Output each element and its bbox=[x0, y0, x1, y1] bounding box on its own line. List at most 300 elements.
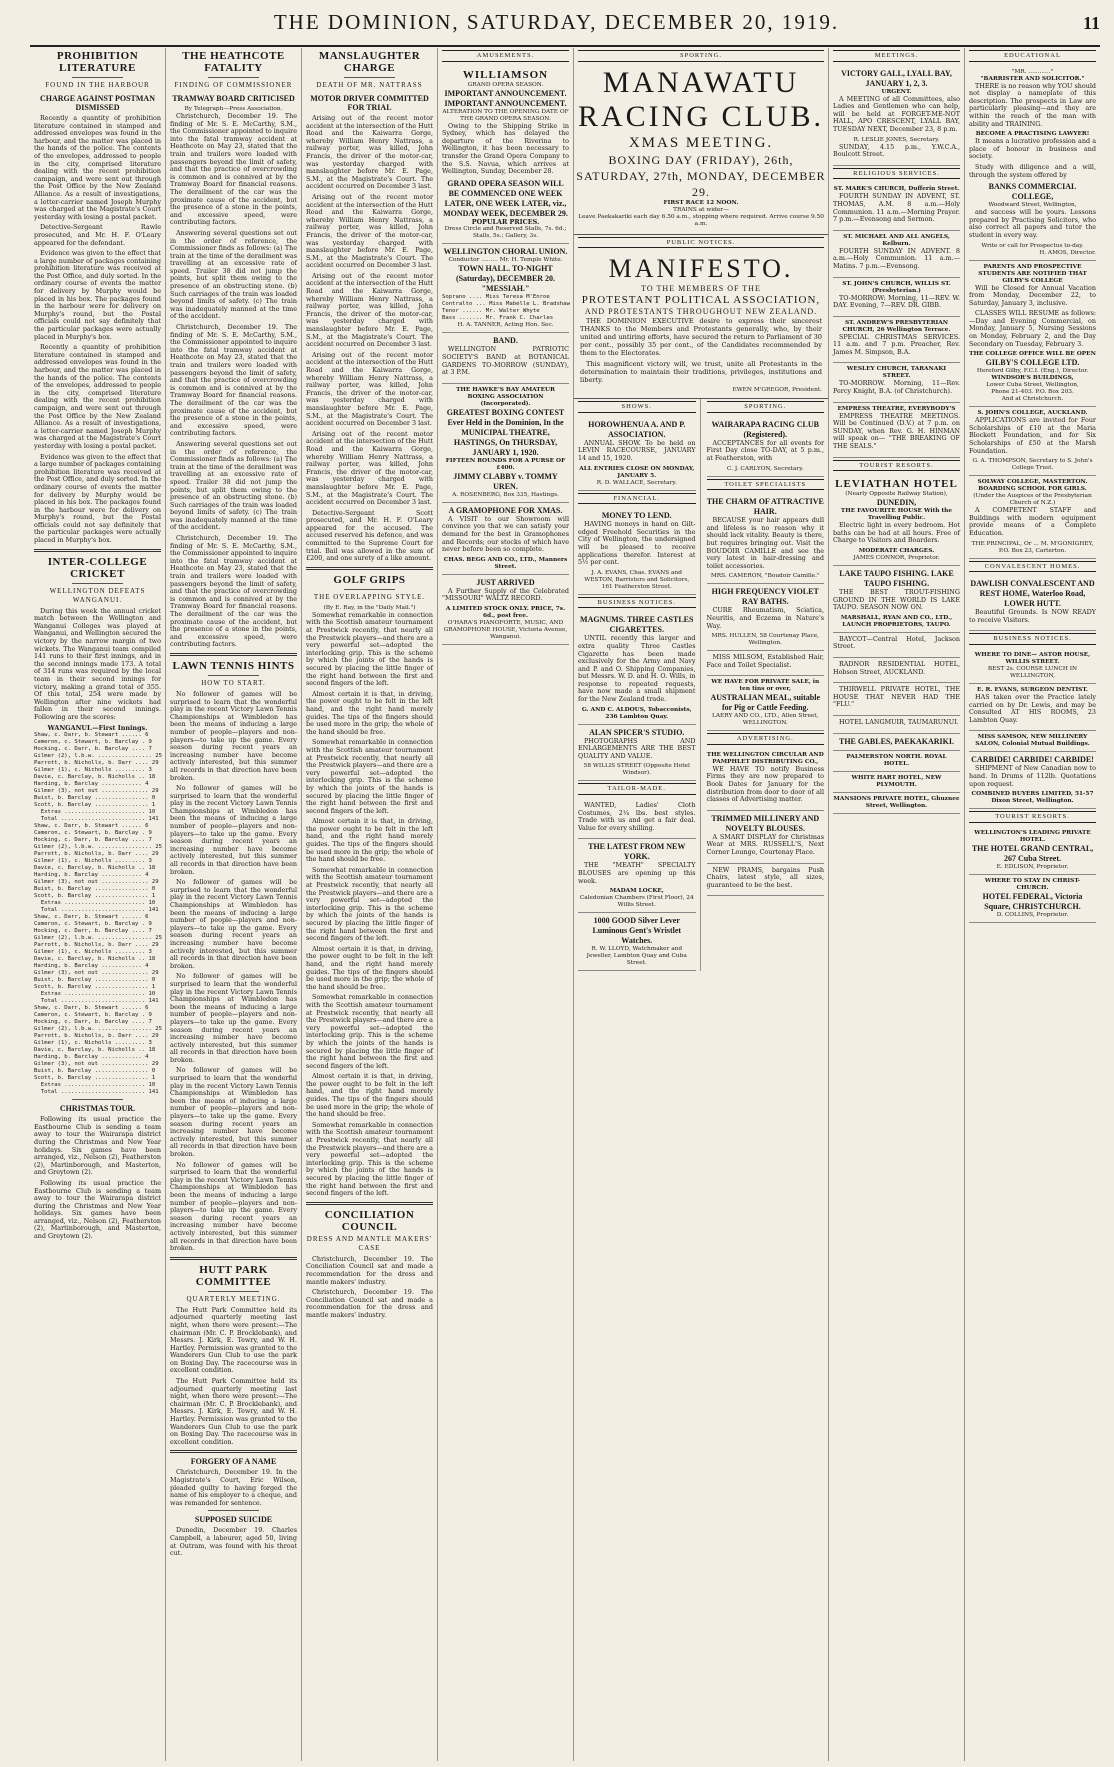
ad-text: R. W. LLOYD, Watchmaker and Jeweller, Lambton Quay and Cuba Street. bbox=[586, 946, 687, 967]
ad-title: WELLINGTON'S LEADING PRIVATE HOTEL. bbox=[974, 829, 1091, 843]
manifesto-sub: AND PROTESTANTS THROUGHOUT NEW ZEALAND. bbox=[584, 307, 818, 317]
article-text: Arising out of the recent motor accident at the intersection of the Hutt Road and the Kaiwarra Gorge, whereby William Henry Nattrass, a railway porter, was killed, John Francis, the driver of the motor-car, was yesterday charged with manslaughter before Mr. E. Page, S.M., at the Magistrate's Court. The accident occurred on December 3 last. bbox=[306, 429, 433, 507]
ad-text: THE "MEATH" SPECIALTY BLOUSES are opening up this week. bbox=[578, 861, 696, 885]
ad-text: THE BEST TROUT-FISHING GROUND IN THE WORLD IS LAKE TAUPO. SEASON NOW ON. bbox=[833, 588, 960, 612]
ad-title: PARENTS AND PROSPECTIVE STUDENTS ARE NOTIFIED THAT GILBY'S COLLEGE bbox=[978, 263, 1087, 284]
ad-text: SPECIAL CHRISTMAS SERVICES. 11 a.m. and 7 p.m. Preacher, Rev. James M. Simpson, B.A. bbox=[833, 332, 960, 356]
ad-radnor bbox=[833, 658, 960, 683]
article-text: Following its usual practice the Eastbourne Club is sending a team away to tour the Wairarapa district during the Christmas and New Year holidays. Six games have been arranged, viz., Nelson (2), Featherston (2), Martinborough, and Masterton, and Greytown (2). bbox=[34, 1178, 161, 1241]
ad-manawatu-racing bbox=[574, 62, 828, 235]
article-text: Arising out of the recent motor accident at the intersection of the Hutt Road and the Kaiwarra Gorge, whereby William Henry Nattrass, a railway porter, was killed, John Francis, the driver of the motor-car, was yesterday charged with manslaughter before Mr. E. Page, S.M., at the Magistrate's Court. The accident occurred on December 3 last. bbox=[306, 192, 433, 270]
article-text: The Hutt Park Committee held its adjourned quarterly meeting last night, when there were present:—The chairman (Mr. C. P. Brocklebank), and Messrs. J. Kirk, E. Tewry, and W. H. Hartley. Permission was granted to the Wanderers Gun Club to use the park on Boxing Day. The racecourse was in excellent condition. bbox=[170, 1377, 297, 1446]
section-toilet: TOILET SPECIALISTS bbox=[707, 479, 825, 491]
article-text: No follower of games will be surprised to learn that the wonderful play in the recent Victory Lawn Tennis Championships at Wimbledon has been the means of inducing a large number of people—players and non-players—to take up the game. Every season during recent years an increasing number have become actively interested, but this summer all records in that direction have been broken. bbox=[170, 1160, 297, 1253]
section-tourist: TOURIST RESORTS. bbox=[833, 460, 960, 472]
ad-title: THE LATEST FROM NEW YORK. bbox=[588, 842, 686, 862]
ad-text: A COMPETENT STAFF and Buildings with modern equipment provide means of a Complete Education. bbox=[969, 506, 1096, 537]
manifesto-signature: EWEN M'GREGOR, President. bbox=[732, 387, 822, 394]
ad-arrived bbox=[442, 575, 569, 645]
ad-text: WELLINGTON PATRIOTIC SOCIETY'S BAND at BOTANICAL GARDENS TO-MORROW (SUNDAY), at 3 P.M. bbox=[442, 345, 569, 377]
ad-title: CARBIDE! CARBIDE! CARBIDE! bbox=[971, 755, 1094, 765]
ad-text: THE HOTEL GRAND CENTRAL, 267 Cuba Street. bbox=[971, 843, 1094, 863]
article-text: Answering several questions set out in the order of reference, the Commissioner finds as follows: (a) The train at the time of the derailment was travelling at an excessive rate of speed. Trailer 38 did not jump the points, but split them owing to the presence of an obstructing stone. (b) Such carriages of the train was loaded beyond limits of safety. (c) The train was inadequately manned at the time of the accident. bbox=[170, 439, 297, 532]
dateline: By Telegraph—Press Association. bbox=[184, 106, 283, 112]
ad-title: THE GABLES, PAEKAKARIKI. bbox=[839, 736, 954, 746]
golf-byline: (By E. Ray, in the "Daily Mail.") bbox=[323, 604, 416, 611]
ad-st-john bbox=[833, 278, 960, 317]
ad-gilby bbox=[969, 261, 1096, 408]
ad-title: WHERE TO STAY IN CHRIST-CHURCH. bbox=[984, 877, 1081, 891]
ad-text: Caledonian Chambers (First Floor), 24 Willis Street. bbox=[579, 895, 694, 909]
ad-text: THERE is no reason why YOU should not display a nameplate of this description. The prospects in Law are particularly pleasing—and they are within the reach of the man with ability and TRAINING. bbox=[969, 81, 1096, 128]
score-table: Shaw, c. Darr, b. Stewart ...... 6 Cameron, c. Stewart, b. Barclay . 9 Hocking, c. Darr, b. Barclay .... 7 Gilmer (2), l.b.w. ................ 25 Parrott, b. Nicholls, b. Darr .... 29 Gilmer (1), c. Nicholls ......... 3 Davie, c. Barclay, b. Nicholls .. 18 Harding, b. Barclay ............ 4 Gilmer (3), not out .............. 29 Buist, b. Barclay ................ 0 Scott, b. Barclay ................ 1 Extras ........................ 10 Total ......................... 141 bbox=[34, 823, 162, 914]
ad-text: Electric light in every bedroom. Hot baths can be had at all hours. Free of Charge to Visitors and Boarders. bbox=[833, 521, 960, 545]
ad-title: TRIMMED MILLINERY AND NOVELTY BLOUSES. bbox=[711, 813, 820, 833]
ad-text: E. EDLISON, Proprietor. bbox=[996, 863, 1069, 870]
column-7 bbox=[829, 48, 965, 1761]
ad-wairarapa bbox=[707, 417, 825, 477]
column-3 bbox=[302, 48, 438, 1761]
ad-title: MAGNUMS. THREE CASTLES CIGARETTES. bbox=[580, 615, 694, 635]
ad-mansions bbox=[833, 793, 960, 814]
ad-text: Lower Cuba Street, Wellington, bbox=[986, 382, 1079, 389]
ad-text: A VISIT to our Showroom will convince you that we can satisfy your demand for the best in Gramophones and Records; our stocks of which have never before been so complete. bbox=[442, 514, 569, 554]
ad-text: Hereford Gilby, F.C.I. (Eng.), Director. bbox=[976, 368, 1089, 375]
ad-astor bbox=[969, 649, 1096, 684]
article-text: Recently a quantity of prohibition literature contained in stamped and addressed envelopes was found in the harbour, and the matter was placed in the hands of the police. The contents of the envelopes, addressed to people in the city, comprised literature dealing with the recent prohibition campaign, and were sent out through the Post Office by the New Zealand Alliance. As a result of investigations, a letter-carrier named Joseph Murphy was charged at the Magistrate's Court yesterday with losing a postal packet. bbox=[34, 343, 161, 450]
ad-st-andrew bbox=[833, 317, 960, 364]
ad-text: Soprano .... Miss Teresa M'Enroe Contralto ... Miss Mabelle L. Bradshaw Tenor ...... Mr. Walter Whyte Bass ....... Mr. Frank C. Charles bbox=[442, 294, 570, 322]
ad-text: DUNEDIN, bbox=[876, 498, 917, 508]
ad-text: (Nearly Opposite Railway Station), bbox=[845, 491, 948, 498]
ad-title: THE WELLINGTON CIRCULAR AND PAMPHLET DISTRIBUTING CO., bbox=[706, 751, 824, 765]
ad-title: ST. ANDREW'S PRESBYTERIAN CHURCH, 26 Wellington Terrace. bbox=[842, 319, 951, 333]
ad-text: R. D. WALLACE, Secretary. bbox=[596, 479, 677, 486]
ad-banks-college bbox=[969, 66, 1096, 261]
subhead-tennis: HOW TO START. bbox=[201, 678, 266, 687]
masthead-title: THE DOMINION, SATURDAY, DECEMBER 20, 1919. bbox=[273, 10, 840, 34]
ad-carbide bbox=[969, 752, 1096, 809]
manifesto-body: THE DOMINION EXECUTIVE desire to express their sincerest THANKS to the Members and Protestants generally, who, by their united and untiring efforts, have secured the return to Parliament of 30 per cent., possibly 35 per cent., of the Candidates recommended by them to the Electorates. bbox=[580, 317, 822, 358]
ad-text: G. AND C. ALDOUS, Tobacconists, 236 Lambton Quay. bbox=[581, 706, 692, 720]
ad-title: THE HAWKE'S BAY AMATEUR BOXING ASSOCIATION (Incorporated). bbox=[456, 386, 555, 407]
section-business: BUSINESS NOTICES. bbox=[578, 597, 696, 609]
ad-text: COMBINED BUYERS LIMITED, 51-57 Dixon Street, Wellington. bbox=[971, 791, 1094, 805]
article-text: Arising out of the recent motor accident at the intersection of the Hutt Road and the Kaiwarra Gorge, whereby William Henry Nattrass, a railway porter, was killed, John Francis, the driver of the motor-car, was yesterday charged with manslaughter before Mr. E. Page, S.M., at the Magistrate's Court. The accident occurred on December 3 last. bbox=[306, 114, 433, 191]
racing-sub: XMAS MEETING. bbox=[628, 134, 774, 151]
ad-text: JIMMY CLABBY v. TOMMY UREN. bbox=[453, 471, 558, 491]
ad-text: Write or call for Prospectus to-day. bbox=[981, 242, 1084, 249]
ad-title: BAND. bbox=[493, 336, 518, 346]
ad-magnums bbox=[578, 612, 696, 724]
ad-text: (Under the Auspices of the Presbyterian Church of N.Z.) bbox=[973, 493, 1092, 507]
ad-band bbox=[442, 333, 569, 383]
ad-text: O'HARA'S PIANOFORTE, MUSIC, AND GRAMOPHONE HOUSE, Victoria Avenue, Wanganui. bbox=[443, 619, 568, 640]
ad-text: AUSTRALIAN MEAL, suitable for Pig or Cattle Feeding. bbox=[710, 693, 821, 713]
racing-first: FIRST RACE 12 NOON. bbox=[663, 199, 739, 206]
article-text: Somewhat remarkable in connection with the Scottish amateur tournament at Prestwick recently, that nearly all the Prestwick players—and there are a very powerful set—adopted the interlocking grip. This is the scheme by which the joints of the hands is secured by placing the little finger of the right hand between the first and second fingers of the left. bbox=[306, 993, 433, 1070]
ad-subtitle: GRAND OPERA SEASON. bbox=[467, 81, 544, 88]
ad-federal bbox=[969, 875, 1096, 923]
headline-heathcote: THE HEATHCOTE FATALITY bbox=[182, 50, 285, 74]
ad-text: LAERY AND CO., LTD., Allen Street, WELLINGTON. bbox=[712, 713, 819, 727]
headline-forgery: FORGERY OF A NAME bbox=[190, 1457, 277, 1467]
column-5 bbox=[578, 399, 701, 971]
ad-text: Owing to the Shipping Strike in Sydney, which has delayed the departure of the Riverina to Wellington, it has been necessary to transfer the Grand Opera Company to the S.S. Navua, which arrives at Wellington, Sunday, December 28. bbox=[442, 121, 569, 176]
ad-boxing bbox=[442, 384, 569, 503]
ad-text: TOWN HALL. TO-NIGHT (Saturday), DECEMBER 20. "MESSIAH." bbox=[455, 264, 556, 294]
section-tailor: TAILOR-MADE. bbox=[578, 783, 696, 795]
ad-text: URGENT. bbox=[881, 88, 912, 95]
article-text: During this week the annual cricket match between the Wellington and Wanganui Colleges was played at Wanganui, and Wellington secured the victory by the narrow margin of two wickets. The Wanganui team compiled 141 runs to their first innings, and in the second innings made 173. A total of 314 runs was required by the local team in their second innings for victory, making a grand total of 355. Of this total, 254 were made by Wellington after nine wickets had fallen in their second innings. Following are the scores: bbox=[34, 606, 161, 721]
ad-title: MANSIONS PRIVATE HOTEL, Ghuznee Street, Wellington. bbox=[833, 795, 960, 809]
article-text: Christchurch, December 19. The finding of Mr. S. E. McCarthy, S.M., the Commissioner appointed to inquire into the fatal tramway accident at Heathcote on May 23, stated that the train and trailers were loaded with passengers beyond the limit of safety, and that the practice of overcrowding is common and is connived at by the Tramway Board for financial reasons. The derailment of the car was the proximate cause of the accident, but the presence of a stone in the points, and excessive speed, were contributing factors. bbox=[170, 534, 297, 649]
ad-st-mark bbox=[833, 183, 960, 230]
columns bbox=[30, 48, 1100, 1761]
ad-title: EMPRESS THEATRE, EVERYBODY'S bbox=[837, 405, 956, 412]
ad-alan-spicer bbox=[578, 725, 696, 782]
section-tourist-2: TOURIST RESORTS. bbox=[969, 811, 1096, 823]
section-sporting-2: SPORTING. bbox=[707, 401, 825, 413]
ad-text: Beautiful Grounds. Is NOW READY to receive Visitors. bbox=[969, 608, 1096, 624]
ad-text: BECAUSE your hair appears dull and lifeless is no reason why it should lack vitality. Beauty is there, but requires bringing out. Visit the BOUDOIR CAMILLE and see the very latest in hair-dressing and toilet accessories. bbox=[706, 516, 824, 570]
ad-st-michael bbox=[833, 231, 960, 278]
ad-text: Phone 21-403. P.O. Box 203. bbox=[991, 389, 1074, 396]
ad-text: TO-MORROW. Morning, 11—Rev. Percy Knight, B.A. (of Christchurch). bbox=[833, 379, 960, 396]
ad-title: ST. MICHAEL AND ALL ANGELS, Kelburn. bbox=[843, 233, 950, 247]
ad-text: WE HAVE TO notify Business Firms they are now prepared to Book Dates for January for the distribution from door to door of all classes of Advertising matter. bbox=[706, 764, 824, 804]
ad-private-sale bbox=[707, 676, 825, 731]
score-table: Shaw, c. Darr, b. Stewart ...... 6 Cameron, c. Stewart, b. Barclay . 9 Hocking, c. Darr, b. Barclay .... 7 Gilmer (2), l.b.w. ................ 25 Parrott, b. Nicholls, b. Darr .... 29 Gilmer (1), c. Nicholls ......... 3 Davie, c. Barclay, b. Nicholls .. 18 Harding, b. Barclay ............ 4 Gilmer (3), not out .............. 29 Buist, b. Barclay ................ 0 Scott, b. Barclay ................ 1 Extras ........................ 10 Total ......................... 141 bbox=[34, 732, 162, 823]
article-text: No follower of games will be surprised to learn that the wonderful play in the recent Victory Lawn Tennis Championships at Wimbledon has been the means of inducing a large number of people—players and non-players—to take up the game. Every season during recent years an increasing number have become actively interested, but this summer all records in that direction have been broken. bbox=[170, 689, 297, 782]
ad-taupo bbox=[833, 566, 960, 633]
ad-title: E. R. EVANS, SURGEON DENTIST. bbox=[977, 686, 1088, 693]
ad-title: JUST ARRIVED bbox=[476, 577, 535, 587]
ad-text: UNTIL recently this larger and extra quality Three Castles Cigarette has been made exclusively for the Army and Navy and P. and O. Shipping Companies, but Messrs. W. D. and H. O. Wills, in response to repeated requests, have now made a small shipment for the New Zealand trade. bbox=[578, 634, 696, 704]
ad-title: ST. MARK'S CHURCH, Dufferin Street. bbox=[833, 186, 960, 193]
column-4 bbox=[438, 48, 574, 1761]
ad-title: WESLEY CHURCH, TARANAKI STREET. bbox=[846, 366, 947, 380]
ad-title: 1000 GOOD Silver Lever Luminous Gent's Wristlet Watches. bbox=[592, 916, 682, 946]
article-text: The Hutt Park Committee held its adjourned quarterly meeting last night, when there were present:—The chairman (Mr. C. P. Brocklebank), and Messrs. J. Kirk, E. Tewry, and W. H. Hartley. Permission was granted to the Wanderers Gun Club to use the park on Boxing Day. The racecourse was in excellent condition. bbox=[170, 1305, 297, 1375]
headline-prohibition: PROHIBITION LITERATURE bbox=[56, 50, 139, 74]
article-text: Christchurch, December 19. The finding of Mr. S. E. McCarthy, S.M., the Commissioner appointed to inquire into the fatal tramway accident at Heathcote on May 23, stated that the train and trailers were loaded with passengers beyond the limit of safety, and that the practice of overcrowding is common and is connived at by the Tramway Board for financial reasons. The derailment of the car was the proximate cause of the accident, but the presence of a stone in the points, and excessive speed, were contributing factors. bbox=[170, 112, 297, 227]
ad-text: It means a lucrative profession and a place of honour in business and society. bbox=[969, 137, 1096, 161]
ad-white-hart bbox=[833, 772, 960, 793]
ad-text: EMPRESS THEATRE MEETINGS. Will be Continued (D.V.) at 7 p.m. on SUNDAY, when Rev. G. H. HINMAN will speak on— "THE BREAKING OF THE SEALS." bbox=[833, 411, 960, 451]
section-shows: SHOWS. bbox=[578, 401, 696, 413]
subhead-nattrass: DEATH OF MR. NATTRASS bbox=[316, 81, 423, 89]
headline-cricket: INTER-COLLEGE CRICKET bbox=[47, 555, 148, 580]
ad-text: THE COLLEGE OFFICE WILL BE OPEN bbox=[969, 351, 1096, 358]
column-6 bbox=[707, 399, 825, 971]
article-text: No follower of games will be surprised to learn that the wonderful play in the recent Victory Lawn Tennis Championships at Wimbledon has been the means of inducing a large number of people—players and non-players—to take up the game. Every season during recent years an increasing number have become actively interested, but this summer all records in that direction have been broken. bbox=[170, 1066, 297, 1158]
sub-columns bbox=[574, 399, 828, 971]
ad-text: BEST 2s. COURSE LUNCH IN WELLINGTON, bbox=[987, 665, 1078, 679]
racing-body: Leave Paekakariki each day 6.50 a.m., stopping where required. Arrive course 9.50 a.m. bbox=[578, 213, 824, 227]
ad-text: ALL ENTRIES CLOSE ON MONDAY, JANUARY 5. bbox=[579, 465, 695, 479]
ad-text: ACCEPTANCES for all events for First Day close TO-DAY, at 5 p.m., at Featherston, with bbox=[706, 438, 824, 462]
ad-text: FOURTH SUNDAY IN ADVENT. 8 a.m.—Holy Communion. 11 a.m.—Matins. 7 p.m.—Evensong. bbox=[833, 246, 960, 270]
ad-title: LEVIATHAN HOTEL bbox=[835, 478, 958, 491]
ad-text: BAYCOT—Central Hotel, Jackson Street. bbox=[833, 634, 960, 651]
ad-text: CHAS. BEGG AND CO., LTD., Manners Street. bbox=[443, 556, 568, 570]
article-text: Detective-Sergeant Rawle prosecuted, and Mr. H. F. O'Leary appeared for the defendant. bbox=[34, 223, 161, 247]
ad-text: HAS taken over the Practice lately carried on by Dr. Lewis, and may be Consulted AT HIS ROOMS, 23 Lambton Quay. bbox=[969, 692, 1096, 724]
section-amusements: AMUSEMENTS. bbox=[442, 50, 569, 62]
ad-title: ALAN SPICER'S STUDIO. bbox=[589, 727, 685, 737]
article-text: Christchurch, December 19. The Conciliation Council sat and made a recommendation for the dress and mantle makers' industry. bbox=[306, 1288, 433, 1319]
ad-text: MODERATE CHARGES. bbox=[858, 548, 935, 554]
article-text: Almost certain it is that, in driving, the power ought to be felt in the left hand, and the right hand merely guides. The tips of the fingers should be used more in the grip; the whole of the hand should be free. bbox=[306, 817, 433, 864]
ad-text: THE PRINCIPAL, Or ... M. M'GONIGHEY, P.O. Box 23, Carterton. bbox=[971, 540, 1094, 554]
ad-text: A LIMITED STOCK ONLY. PRICE, 7s. 6d., post free. bbox=[445, 605, 566, 619]
ad-text: "MR. ............" bbox=[1011, 68, 1054, 75]
ad-text: ALTERATION TO THE OPENING DATE OF THE GRAND OPERA SEASON. bbox=[442, 108, 569, 122]
ad-hair bbox=[707, 494, 825, 584]
page-number: 11 bbox=[1082, 13, 1100, 33]
racing-title: MANAWATU RACING CLUB. bbox=[577, 65, 824, 133]
section-educational: EDUCATIONAL bbox=[969, 50, 1096, 62]
ad-title: SOLWAY COLLEGE, MASTERTON. BOARDING SCHOOL FOR GIRLS. bbox=[977, 479, 1088, 493]
article-text: Almost certain it is that, in driving, the power ought to be felt in the left hand, and the right hand merely guides. The tips of the fingers should be used more in the grip; the whole of the hand should be free. bbox=[306, 1072, 433, 1119]
ad-new-york bbox=[578, 839, 696, 913]
subhead-golf: THE OVERLAPPING STYLE. bbox=[313, 592, 426, 601]
section-public-notices: PUBLIC NOTICES. bbox=[578, 237, 824, 249]
ad-royal bbox=[833, 751, 960, 772]
ad-dawlish bbox=[969, 576, 1096, 631]
racing-dates: BOXING DAY (FRIDAY), 26th, SATURDAY, 27th, MONDAY, DECEMBER 29. bbox=[576, 152, 826, 199]
ad-title: WHERE TO DINE— ASTOR HOUSE, WILLIS STREET. bbox=[974, 651, 1091, 665]
ad-text: MRS. CAMERON, "Boudoir Camille." bbox=[710, 573, 820, 580]
ad-text: MRS. HULLEN, 58 Courtenay Place, Wellington. bbox=[711, 633, 819, 647]
manifesto-assoc: PROTESTANT POLITICAL ASSOCIATION, bbox=[581, 294, 821, 307]
ad-text: WANTED, Ladies' Cloth Costumes, 2¼ lbs. best styles. Trade with us and get a fair deal. Value for every shilling. bbox=[578, 801, 696, 832]
article-text: Evidence was given to the effect that a large number of packages containing prohibition literature was received at the Post Office, and duly sorted. In the ordinary course of events the matter for delivery by Murphy would be placed in his box. The packages found in the harbour were for delivery on Murphy's round, but the Postal officials could not say definitely that the particular packages were actually placed in Murphy's box. bbox=[34, 249, 161, 341]
ad-text: MADAM LOCKE, bbox=[609, 888, 664, 895]
ad-text: BECOME A PRACTISING LAWYER! bbox=[975, 131, 1090, 138]
ad-text: "BARRISTER AND SOLICITOR." bbox=[980, 75, 1085, 82]
ad-text: GILBY'S COLLEGE LTD. bbox=[985, 358, 1080, 368]
ad-text: POPULAR PRICES. bbox=[471, 217, 540, 226]
ad-text: G. A. THOMPSON, Secretary to S. John's College Trust. bbox=[972, 458, 1093, 472]
ad-title: S. JOHN'S COLLEGE, AUCKLAND. bbox=[977, 410, 1088, 417]
ad-text: GRAND OPERA SEASON WILL BE COMMENCED ONE WEEK LATER, ONE WEEK LATER, viz., MONDAY WEEK, DECEMBER 29. bbox=[443, 178, 568, 218]
article-text: No follower of games will be surprised to learn that the wonderful play in the recent Victory Lawn Tennis Championships at Wimbledon has been the means of inducing a large number of people—players and non-players—to take up the game. Every season during recent years an increasing number have become actively interested, but this summer all records in that direction have been broken. bbox=[170, 972, 297, 1064]
ad-samson bbox=[969, 731, 1096, 752]
section-religious: RELIGIOUS SERVICES. bbox=[833, 168, 960, 180]
ad-text: A SMART DISPLAY for Christmas Wear at MRS. RUSSELL'S, Next Corner Lounge, Courtenay Place. bbox=[706, 832, 824, 857]
ad-violet-ray bbox=[707, 584, 825, 651]
ad-st-john-college bbox=[969, 407, 1096, 476]
article-text: Somewhat remarkable in connection with the Scottish amateur tournament at Prestwick recently, that nearly all the Prestwick players—and there are a very powerful set—adopted the interlocking grip. This is the scheme by which the joints of the hands is secured by placing the little finger of the right hand between the first and second fingers of the left. bbox=[306, 865, 433, 943]
ad-text: PHOTOGRAPHS AND ENLARGEMENTS ARE THE BEST QUALITY AND VALUE. bbox=[578, 736, 696, 760]
ad-milsom bbox=[707, 651, 825, 676]
ad-text: TO-MORROW: Morning, 11—REV. W. DAY. Evening, 7—REV. DR. GIBB. bbox=[833, 293, 960, 310]
ad-text: MARSHALL, RYAN AND CO., LTD., LAUNCH PROPRIETORS, TAUPO. bbox=[840, 614, 953, 628]
ad-manifesto bbox=[574, 250, 828, 399]
article-text: Detective-Sergeant Scott prosecuted, and Mr. H. F. O'Leary appeared for the accused. The accused reserved his defence, and was committed to the Supreme Court for trial. Bail was allowed in the sum of £200, and one surety of a like amount. bbox=[306, 508, 433, 563]
ad-grand-central bbox=[969, 827, 1096, 875]
ad-victory-gala bbox=[833, 66, 960, 166]
subhead-commissioner: FINDING OF COMMISSIONER bbox=[174, 81, 293, 89]
ad-text: CURE Rheumatism, Sciatica, Neuritis, and Eczema in Nature's Way. bbox=[706, 606, 824, 630]
ad-text: MISS MILSOM, Established Hair, Face and Toilet Specialist. bbox=[706, 653, 824, 669]
subhead-postman: CHARGE AGAINST POSTMAN DISMISSED bbox=[40, 94, 155, 112]
subhead-cricket: WELLINGTON DEFEATS WANGANUI. bbox=[49, 586, 146, 604]
article-text: Dunedin, December 19. Charles Campbell, a labourer, aged 50, living at Outram, was found with his throat cut. bbox=[170, 1526, 297, 1558]
ad-text: C. J. CARLYON, Secretary. bbox=[726, 465, 804, 472]
ad-text: Woodward Street, Wellington, bbox=[988, 202, 1077, 209]
column-5-6 bbox=[574, 48, 829, 1761]
ad-empress bbox=[833, 403, 960, 458]
article-text: Almost certain it is that, in driving, the power ought to be felt in the left hand, and the right hand merely guides. The tips of the fingers should be used more in the grip; the whole of the hand should be free. bbox=[306, 689, 433, 736]
ad-dentist bbox=[969, 684, 1096, 731]
ad-text: CLASSES WILL RESUME as follows:—Day and Evening Commercial, on Monday, January 5, Nursing Sessions on Monday, February 2, and the Day Secondary on Tuesday, February 3. bbox=[969, 309, 1096, 348]
ad-title: MONEY TO LEND. bbox=[601, 511, 672, 521]
section-sporting: SPORTING. bbox=[578, 50, 824, 62]
subhead-motor: MOTOR DRIVER COMMITTED FOR TRIAL bbox=[310, 94, 429, 112]
ad-title: WHITE HART HOTEL, NEW PLYMOUTH. bbox=[851, 774, 942, 788]
article-text: Christchurch, December 19. The finding of Mr. S. E. McCarthy, S.M., the Commissioner appointed to inquire into the fatal tramway accident at Heathcote on May 23, stated that the train and trailers were loaded with passengers beyond the limit of safety, and that the practice of overcrowding is common and is connived at by the Tramway Board for financial reasons. The derailment of the car was the proximate cause of the accident, but the presence of a stone in the points, and excessive speed, were contributing factors. bbox=[170, 323, 297, 438]
score-title: WANGANUI.—First Innings. bbox=[47, 723, 148, 732]
ad-text: D. COLLINS, Proprietor. bbox=[996, 911, 1069, 918]
article-text: No follower of games will be surprised to learn that the wonderful play in the recent Victory Lawn Tennis Championships at Wimbledon has been the means of inducing a large number of people—players and non-players—to take up the game. Every season during recent years an increasing number have become actively interested, but this summer all records in that direction have been broken. bbox=[170, 784, 297, 876]
ad-title: WAIRARAPA RACING CLUB (Registered). bbox=[711, 419, 819, 439]
ad-text: APPLICATIONS are invited for Four Scholarships of £10 at the Maria Blockett Foundation, and for Six Scholarships of £50 at the Marsh Foundation. bbox=[969, 416, 1096, 455]
ad-text: THIRWELL PRIVATE HOTEL, THE HOUSE THAT NEVER HAD THE "FLU." bbox=[833, 685, 960, 709]
ad-title: MISS SAMSON, NEW MILLINERY SALON, Colonial Mutual Buildings. bbox=[975, 734, 1090, 748]
ad-title: ST. JOHN'S CHURCH, WILLIS ST. (Presbyterian.) bbox=[842, 280, 951, 294]
ad-text: GREATEST BOXING CONTEST Ever Held in the Dominion, In the MUNICIPAL THEATRE, HASTINGS, On THURSDAY, JANUARY 1, 1920. bbox=[446, 407, 565, 457]
subhead-conciliation: DRESS AND MANTLE MAKERS' CASE bbox=[306, 1234, 433, 1252]
ad-title: WE HAVE FOR PRIVATE SALE, in ten tins or over, bbox=[711, 679, 820, 693]
section-financial: FINANCIAL. bbox=[578, 493, 696, 505]
subhead-harbour: FOUND IN THE HARBOUR bbox=[45, 81, 150, 89]
ad-title: THE CHARM OF ATTRACTIVE HAIR. bbox=[706, 497, 824, 517]
ad-choral bbox=[442, 244, 569, 333]
manifesto-body: This magnificent victory will, we trust, unite all Protestants in the determination to maintain their traditions, privileges, institutions and liberty. bbox=[580, 360, 822, 385]
ad-text: WINDSOR'S BUILDINGS, bbox=[991, 375, 1074, 382]
ad-text: H. AMOS, Director. bbox=[1039, 249, 1096, 256]
ad-solway bbox=[969, 476, 1096, 558]
article-text: Somewhat remarkable in connection with the Scottish amateur tournament at Prestwick recently, that nearly all the Prestwick players—and there are a very powerful set—adopted the interlocking grip. This is the scheme by which the joints of the hands is secured by placing the little finger of the right hand between the first and second fingers of the left. bbox=[306, 738, 433, 815]
article-text: Christchurch, December 19. In the Magistrate's Court, Eric Wilson, pleaded guilty to having forged the name of his employer to a cheque, and was remanded for sentence. bbox=[170, 1468, 297, 1507]
ad-text: Study with diligence and a will, through the system offered by bbox=[969, 162, 1096, 179]
ad-text: A Further Supply of the Celebrated "MISSOURI" WALTZ RECORD. bbox=[442, 586, 569, 603]
ad-title: VICTORY GALL, LYALL BAY, JANUARY 1, 2, 3. bbox=[841, 68, 952, 88]
ad-gramophone bbox=[442, 503, 569, 575]
ad-text: Conductor ......... Mr. H. Temple White. bbox=[448, 257, 563, 264]
racing-trains: TRAINS at wider— bbox=[673, 206, 729, 213]
ad-text: SUNDAY, 4.15 p.m., Y.W.C.A., Boulcott Street. bbox=[833, 142, 960, 159]
ad-title: DAWLISH CONVALESCENT AND REST HOME, Waterloo Road, LOWER HUTT. bbox=[970, 579, 1095, 609]
ad-notice: IMPORTANT ANNOUNCEMENT. IMPORTANT ANNOUNCEMENT. bbox=[444, 88, 567, 108]
ad-text: THE FAVOURITE HOUSE With the Travelling Public. bbox=[840, 508, 953, 522]
article-text: Arising out of the recent motor accident at the intersection of the Hutt Road and the Kaiwarra Gorge, whereby William Henry Nattrass, a railway porter, was killed, John Francis, the driver of the motor-car, was yesterday charged with manslaughter before Mr. E. Page, S.M., at the Magistrate's Court. The accident occurred on December 3 last. bbox=[306, 350, 433, 428]
ad-text: R. LESLIE JONES, Secretary. bbox=[853, 136, 940, 143]
article-text: Almost certain it is that, in driving, the power ought to be felt in the left hand, and the right hand merely guides. The tips of the fingers should be used more in the grip; the whole of the hand should be free. bbox=[306, 944, 433, 991]
subhead-hutt: QUARTERLY MEETING. bbox=[186, 1294, 281, 1303]
manifesto-title: MANIFESTO. bbox=[608, 254, 794, 284]
ad-williamson bbox=[442, 66, 569, 245]
column-2 bbox=[166, 48, 302, 1761]
ad-gables bbox=[833, 734, 960, 751]
article-text: Answering several questions set out in the order of reference, the Commissioner finds as follows: (a) The train at the time of the derailment was travelling at an excessive rate of speed. Trailer 38 did not jump the points, but split them owing to the presence of an obstructing stone. (b) Such carriages of the train was loaded beyond limits of safety. (c) The train was inadequately manned at the time of the accident. bbox=[170, 228, 297, 321]
subhead-tramway: TRAMWAY BOARD CRITICISED bbox=[172, 94, 295, 103]
ad-text: NEW PRAMS, bargains Push Chairs, latest style, all sizes, guaranteed to be the best. bbox=[706, 865, 824, 889]
section-advertising: ADVERTISING. bbox=[707, 733, 825, 745]
headline-suicide: SUPPOSED SUICIDE bbox=[194, 1515, 273, 1525]
ad-langmuir bbox=[833, 716, 960, 734]
score-table: Shaw, c. Darr, b. Stewart ...... 6 Cameron, c. Stewart, b. Barclay . 9 Hocking, c. Darr, b. Barclay .... 7 Gilmer (2), l.b.w. ................ 25 Parrott, b. Nicholls, b. Darr .... 29 Gilmer (1), c. Nicholls ......... 3 Davie, c. Barclay, b. Nicholls .. 18 Harding, b. Barclay ............ 4 Gilmer (3), not out .............. 29 Buist, b. Barclay ................ 0 Scott, b. Barclay ................ 1 Extras ........................ 10 Total ......................... 141 bbox=[34, 914, 162, 1005]
ad-tailor bbox=[578, 799, 696, 839]
section-meetings: MEETINGS. bbox=[833, 50, 960, 62]
ad-text: FOURTH SUNDAY IN ADVENT, ST. THOMAS, A.M. 8 a.m.—Holy Communion. 11 a.m.—Morning Prayer. 7 p.m.—Evensong and Sermon. bbox=[833, 192, 960, 224]
headline-conciliation: CONCILIATION COUNCIL bbox=[324, 1208, 415, 1233]
ad-title: PALMERSTON NORTH. ROYAL HOTEL. bbox=[846, 753, 947, 767]
ad-title: WILLIAMSON bbox=[462, 68, 549, 81]
headline-tour: CHRISTMAS TOUR. bbox=[59, 1104, 136, 1114]
ad-title: A GRAMOPHONE FOR XMAS. bbox=[448, 505, 563, 515]
article-text: Christchurch, December 19. The Conciliation Council sat and made a recommendation for the dress and mantle makers' industry. bbox=[306, 1254, 433, 1286]
ad-title: HOROWHENUA A. AND P. ASSOCIATION. bbox=[588, 419, 686, 439]
ad-text: FIFTEEN ROUNDS FOR A PURSE OF £400. bbox=[445, 457, 566, 471]
ad-title: HIGH FREQUENCY VIOLET RAY BATHS. bbox=[711, 587, 819, 607]
article-text: Following its usual practice the Eastbourne Club is sending a team away to tour the Wairarapa district during the Christmas and New Year holidays. Six games have been arranged, viz., Nelson (2), Featherston (2), Martinborough, and Masterton, and Greytown (2). bbox=[34, 1115, 161, 1177]
ad-text: A MEETING of all Committees, also Ladies and Gentlemen who can help, will be held at FORGET-ME-NOT HALL, APO CRESCENT, LYALL BAY, TUESDAY NEXT, December 23, 8 p.m. bbox=[833, 94, 960, 133]
ad-text: J. A. EVANS, Chas. EVANS and WESTON, Barristers and Solicitors, 161 Featherston Street. bbox=[584, 569, 690, 590]
ad-text: HOTEL FEDERAL, Victoria Square, CHRISTCHURCH. bbox=[982, 891, 1083, 911]
article-text: Somewhat remarkable in connection with the Scottish amateur tournament at Prestwick recently, that nearly all the Prestwick players—and there are a very powerful set—adopted the interlocking grip. This is the scheme by which the joints of the hands is secured by placing the little finger of the right hand between the first and second fingers of the left. bbox=[306, 610, 433, 688]
article-text: Evidence was given to the effect that a large number of packages containing prohibition literature was received at the Post Office, and duly sorted. In the ordinary course of events the matter for delivery by Murphy would be placed in his box. The packages found in the harbour were for delivery on Murphy's round, but the Postal officials could not say definitely that the particular packages were actually placed in Murphy's box. bbox=[34, 452, 161, 545]
ad-money bbox=[578, 508, 696, 595]
section-convalescent: CONVALESCENT HOMES. bbox=[969, 561, 1096, 573]
headline-manslaughter: MANSLAUGHTER CHARGE bbox=[318, 50, 421, 74]
headline-hutt: HUTT PARK COMMITTEE bbox=[195, 1263, 272, 1288]
ad-wesley bbox=[833, 363, 960, 402]
masthead bbox=[30, 10, 1100, 47]
ad-millinery bbox=[707, 811, 825, 864]
headline-golf: GOLF GRIPS bbox=[333, 573, 406, 586]
ad-title: WELLINGTON CHORAL UNION. bbox=[443, 247, 568, 257]
ad-text: A. ROSENBERG, Box 335, Hastings. bbox=[452, 491, 559, 498]
ad-text: HAVING moneys in hand on Gilt-edged Freehold Securities in the City of Wellington, the undersigned will be pleased to receive applications therefor. Interest at 5½ per cent. bbox=[578, 520, 696, 567]
article-text: Recently a quantity of prohibition literature contained in stamped and addressed envelopes was found in the harbour, and the matter was placed in the hands of the police. The contents of the envelopes, addressed to people in the city, comprised literature dealing with the recent prohibition campaign, and were sent out through the Post Office by the New Zealand Alliance. As a result of investigations, a letter-carrier named Joseph Murphy was charged at the Magistrate's Court yesterday with losing a postal packet. bbox=[34, 114, 161, 221]
ad-text: 58 WILLIS STREET (Opposite Hotel Windsor). bbox=[583, 763, 690, 777]
column-8 bbox=[965, 48, 1100, 1761]
ad-circular bbox=[707, 749, 825, 811]
ad-title: LAKE TAUPO FISHING. LAKE TAUPO FISHING. bbox=[839, 569, 954, 588]
ad-title: BANKS COMMERCIAL COLLEGE, bbox=[988, 182, 1077, 202]
ad-text: And at Christchurch. bbox=[1001, 396, 1064, 403]
ad-text: SHIPMENT of New Canadian now to hand. In Drums of 112lb. Quotations upon request. bbox=[969, 764, 1096, 788]
ad-thirwell bbox=[833, 683, 960, 716]
ad-text: ANNUAL SHOW. To be held on LEVIN RACECOURSE, JANUARY 14 and 15, 1920. bbox=[578, 438, 696, 462]
column-1 bbox=[30, 48, 166, 1761]
ad-text: HOTEL LANGMUIR, TAUMARUNUI. bbox=[839, 717, 959, 726]
score-table: Shaw, c. Darr, b. Stewart ...... 6 Cameron, c. Stewart, b. Barclay . 9 Hocking, c. Darr, b. Barclay .... 7 Gilmer (2), l.b.w. ................ 25 Parrott, b. Nicholls, b. Darr .... 29 Gilmer (1), c. Nicholls ......... 3 Davie, c. Barclay, b. Nicholls .. 18 Harding, b. Barclay ............ 4 Gilmer (3), not out .............. 29 Buist, b. Barclay ................ 0 Scott, b. Barclay ................ 1 Extras ........................ 10 Total ......................... 141 bbox=[34, 1005, 162, 1096]
ad-text: and success will be yours. Lessons prepared by Practising Solicitors, who also correct all papers and tutor the student in every way. bbox=[969, 208, 1096, 239]
ad-horowhenua bbox=[578, 417, 696, 491]
manifesto-to: TO THE MEMBERS OF THE bbox=[641, 284, 761, 294]
ad-leviathan bbox=[833, 475, 960, 566]
ad-text: Dress Circle and Reserved Stalls, 7s. 6d.; Stalls, 5s.; Gallery, 3s. bbox=[444, 226, 567, 240]
ad-prams bbox=[707, 864, 825, 897]
article-text: Arising out of the recent motor accident at the intersection of the Hutt Road and the Kaiwarra Gorge, whereby William Henry Nattrass, a railway porter, was killed, John Francis, the driver of the motor-car, was yesterday charged with manslaughter before Mr. E. Page, S.M., at the Magistrate's Court. The accident occurred on December 3 last. bbox=[306, 271, 433, 349]
section-business-2: BUSINESS NOTICES. bbox=[969, 633, 1096, 645]
article-text: Somewhat remarkable in connection with the Scottish amateur tournament at Prestwick recently, that nearly all the Prestwick players—and there are a very powerful set—adopted the interlocking grip. This is the scheme by which the joints of the hands is secured by placing the little finger of the right hand between the first and second fingers of the left. bbox=[306, 1120, 433, 1198]
